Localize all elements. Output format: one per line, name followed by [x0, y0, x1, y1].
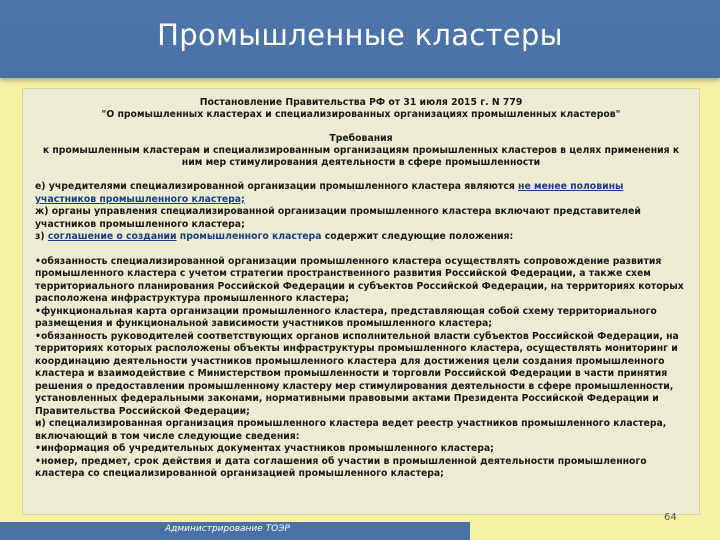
document-header-line2: "О промышленных кластерах и специализированных организациях промышленных кластеров" — [101, 109, 621, 120]
page-number: 64 — [664, 512, 677, 523]
clause-zh: ж) органы управления специализированной организации промышленного кластера включают представителей участников промышленного кластера; — [35, 206, 641, 230]
clause-e — [35, 181, 689, 206]
bullet-3: •обязанность руководителей соответствующих органов исполнительной власти субъектов Российской Федерации, на территориях которых расположены объекты инфраструктуры промышленного кластера, осуществлять мониторинг и координацию деятельности участников промышленного кластера для достижения цели создания промышленного кластера и взаимодействие с Министерством промышленности и торговли Российской Федерации в части принятия решения о предоставлении промышленному кластеру мер стимулирования деятельности в сфере промышленности, установленных федеральными законами, нормативными правовыми актами Президента Российской Федерации и Правительства Российской Федерации; — [35, 330, 679, 417]
bullet-1: •обязанность специализированной организации промышленного кластера осуществлять сопровождение развития промышленного кластера с учетом стратегии пространственного развития Российской Федерации, а также схем территориального планирования Российской Федерации и субъектов Российской Федерации, на территориях которых расположена инфраструктура промышленного кластера; — [35, 255, 684, 304]
clause-i: и) специализированная организация промышленного кластера ведет реестр участников промышленного кластера, включающий в том числе следующие сведения: — [35, 418, 667, 442]
clause-z-blue: промышленного кластера — [176, 231, 322, 242]
bullet-5: •номер, предмет, срок действия и дата соглашения об участии в промышленной деятельности промышленного кластера со специализированной организацией промышленного кластера; — [35, 455, 647, 479]
bullet-2: •функциональная карта организации промышленного кластера, представляющая собой схему территориального размещения и функциональной зависимости участников промышленного кластера; — [35, 305, 657, 329]
clause-e-underlined-1: не менее половины — [518, 181, 624, 192]
clause-z-prefix: з) — [35, 231, 48, 242]
requirements-title: Требования — [329, 133, 393, 144]
requirements-line2: ним мер стимулирования деятельности в сфере промышленности — [181, 157, 541, 168]
clause-z-underlined: соглашение о создании — [47, 231, 177, 242]
bullet-4: •информация об учредительных документах участников промышленного кластера; — [35, 443, 494, 454]
content-panel — [22, 88, 700, 515]
slide-header — [0, 0, 720, 78]
requirements-line1: к промышленным кластерам и специализированным организациям промышленных кластеров в целях применения к — [42, 145, 680, 156]
footer-text: Администрирование ТОЭР — [165, 524, 290, 534]
clause-z — [35, 231, 689, 244]
footer-bar — [0, 522, 470, 540]
clause-z-rest: содержит следующие положения: — [321, 231, 514, 242]
document-body — [23, 181, 699, 481]
document-header-line1: Постановление Правительства РФ от 31 июля 2015 г. N 779 — [199, 97, 523, 108]
document-header — [23, 97, 699, 169]
clause-e-underlined-2: участников промышленного кластера; — [35, 193, 245, 205]
clause-e-text: е) учредителями специализированной организации промышленного кластера являются — [35, 181, 519, 192]
slide-title: Промышленные кластеры — [157, 18, 563, 52]
